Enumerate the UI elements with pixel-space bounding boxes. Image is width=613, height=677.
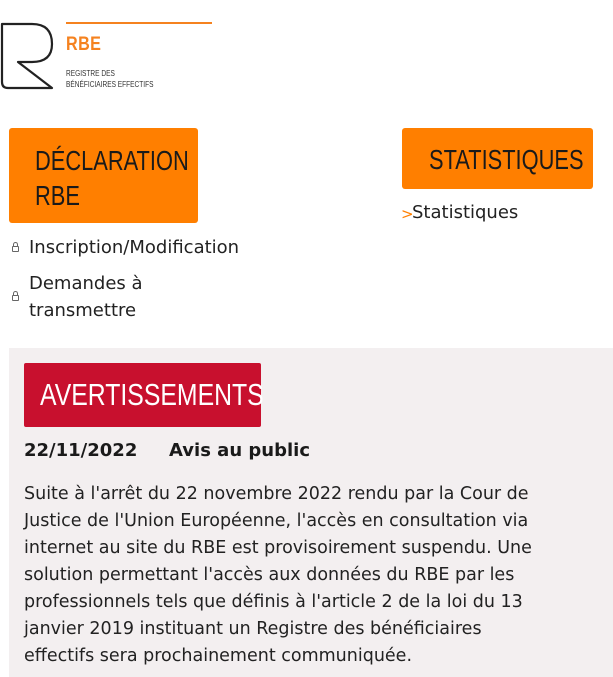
declaration-heading-line1: DÉCLARATION — [35, 145, 189, 176]
chevron-right-icon: > — [401, 205, 414, 223]
logo-subtitle — [66, 68, 153, 90]
rbe-logo-icon — [0, 22, 60, 92]
notice-date: 22/11/2022 — [24, 440, 138, 461]
demandes-link-line1: Demandes à — [29, 273, 143, 294]
inscription-modification-link[interactable]: Inscription/Modification — [29, 237, 240, 258]
notice-body-line: solution permettant l'accès aux données du RBE par les — [24, 565, 515, 585]
notice-body-line: professionnels tels que définis à l'article 2 de la loi du 13 — [24, 592, 523, 612]
warnings-heading — [24, 363, 264, 427]
logo-abbr: RBE — [66, 34, 102, 55]
statistiques-link[interactable]: Statistiques — [412, 202, 519, 223]
logo-subtitle-line2: BÉNÉFICIAIRES EFFECTIFS — [66, 80, 154, 89]
warnings-heading-text: AVERTISSEMENTS — [40, 377, 264, 412]
notice-body-line: Suite à l'arrêt du 22 novembre 2022 rendu par la Cour de — [24, 484, 529, 504]
statistics-heading — [402, 128, 593, 189]
logo-accent-line — [66, 22, 212, 24]
notice-body-line: janvier 2019 instituant un Registre des bénéficiaires — [24, 619, 482, 639]
logo-subtitle-line1: REGISTRE DES — [66, 69, 115, 78]
demandes-link-line2: transmettre — [29, 300, 137, 321]
notice-body-line: internet au site du RBE est provisoirement suspendu. Une — [24, 538, 532, 558]
notice-body-line: effectifs sera prochainement communiquée. — [24, 646, 413, 666]
demandes-a-transmettre-link[interactable] — [29, 270, 143, 324]
statistics-heading-text: STATISTIQUES — [429, 144, 584, 175]
notice-body — [24, 481, 608, 670]
declaration-heading-line2: RBE — [35, 180, 80, 211]
rbe-logo[interactable] — [0, 22, 215, 92]
declaration-heading — [9, 128, 198, 223]
lock-icon — [12, 242, 19, 252]
notice-title: Avis au public — [169, 440, 310, 461]
notice-body-line: Justice de l'Union Européenne, l'accès en consultation via — [24, 511, 529, 531]
lock-icon — [12, 291, 19, 301]
